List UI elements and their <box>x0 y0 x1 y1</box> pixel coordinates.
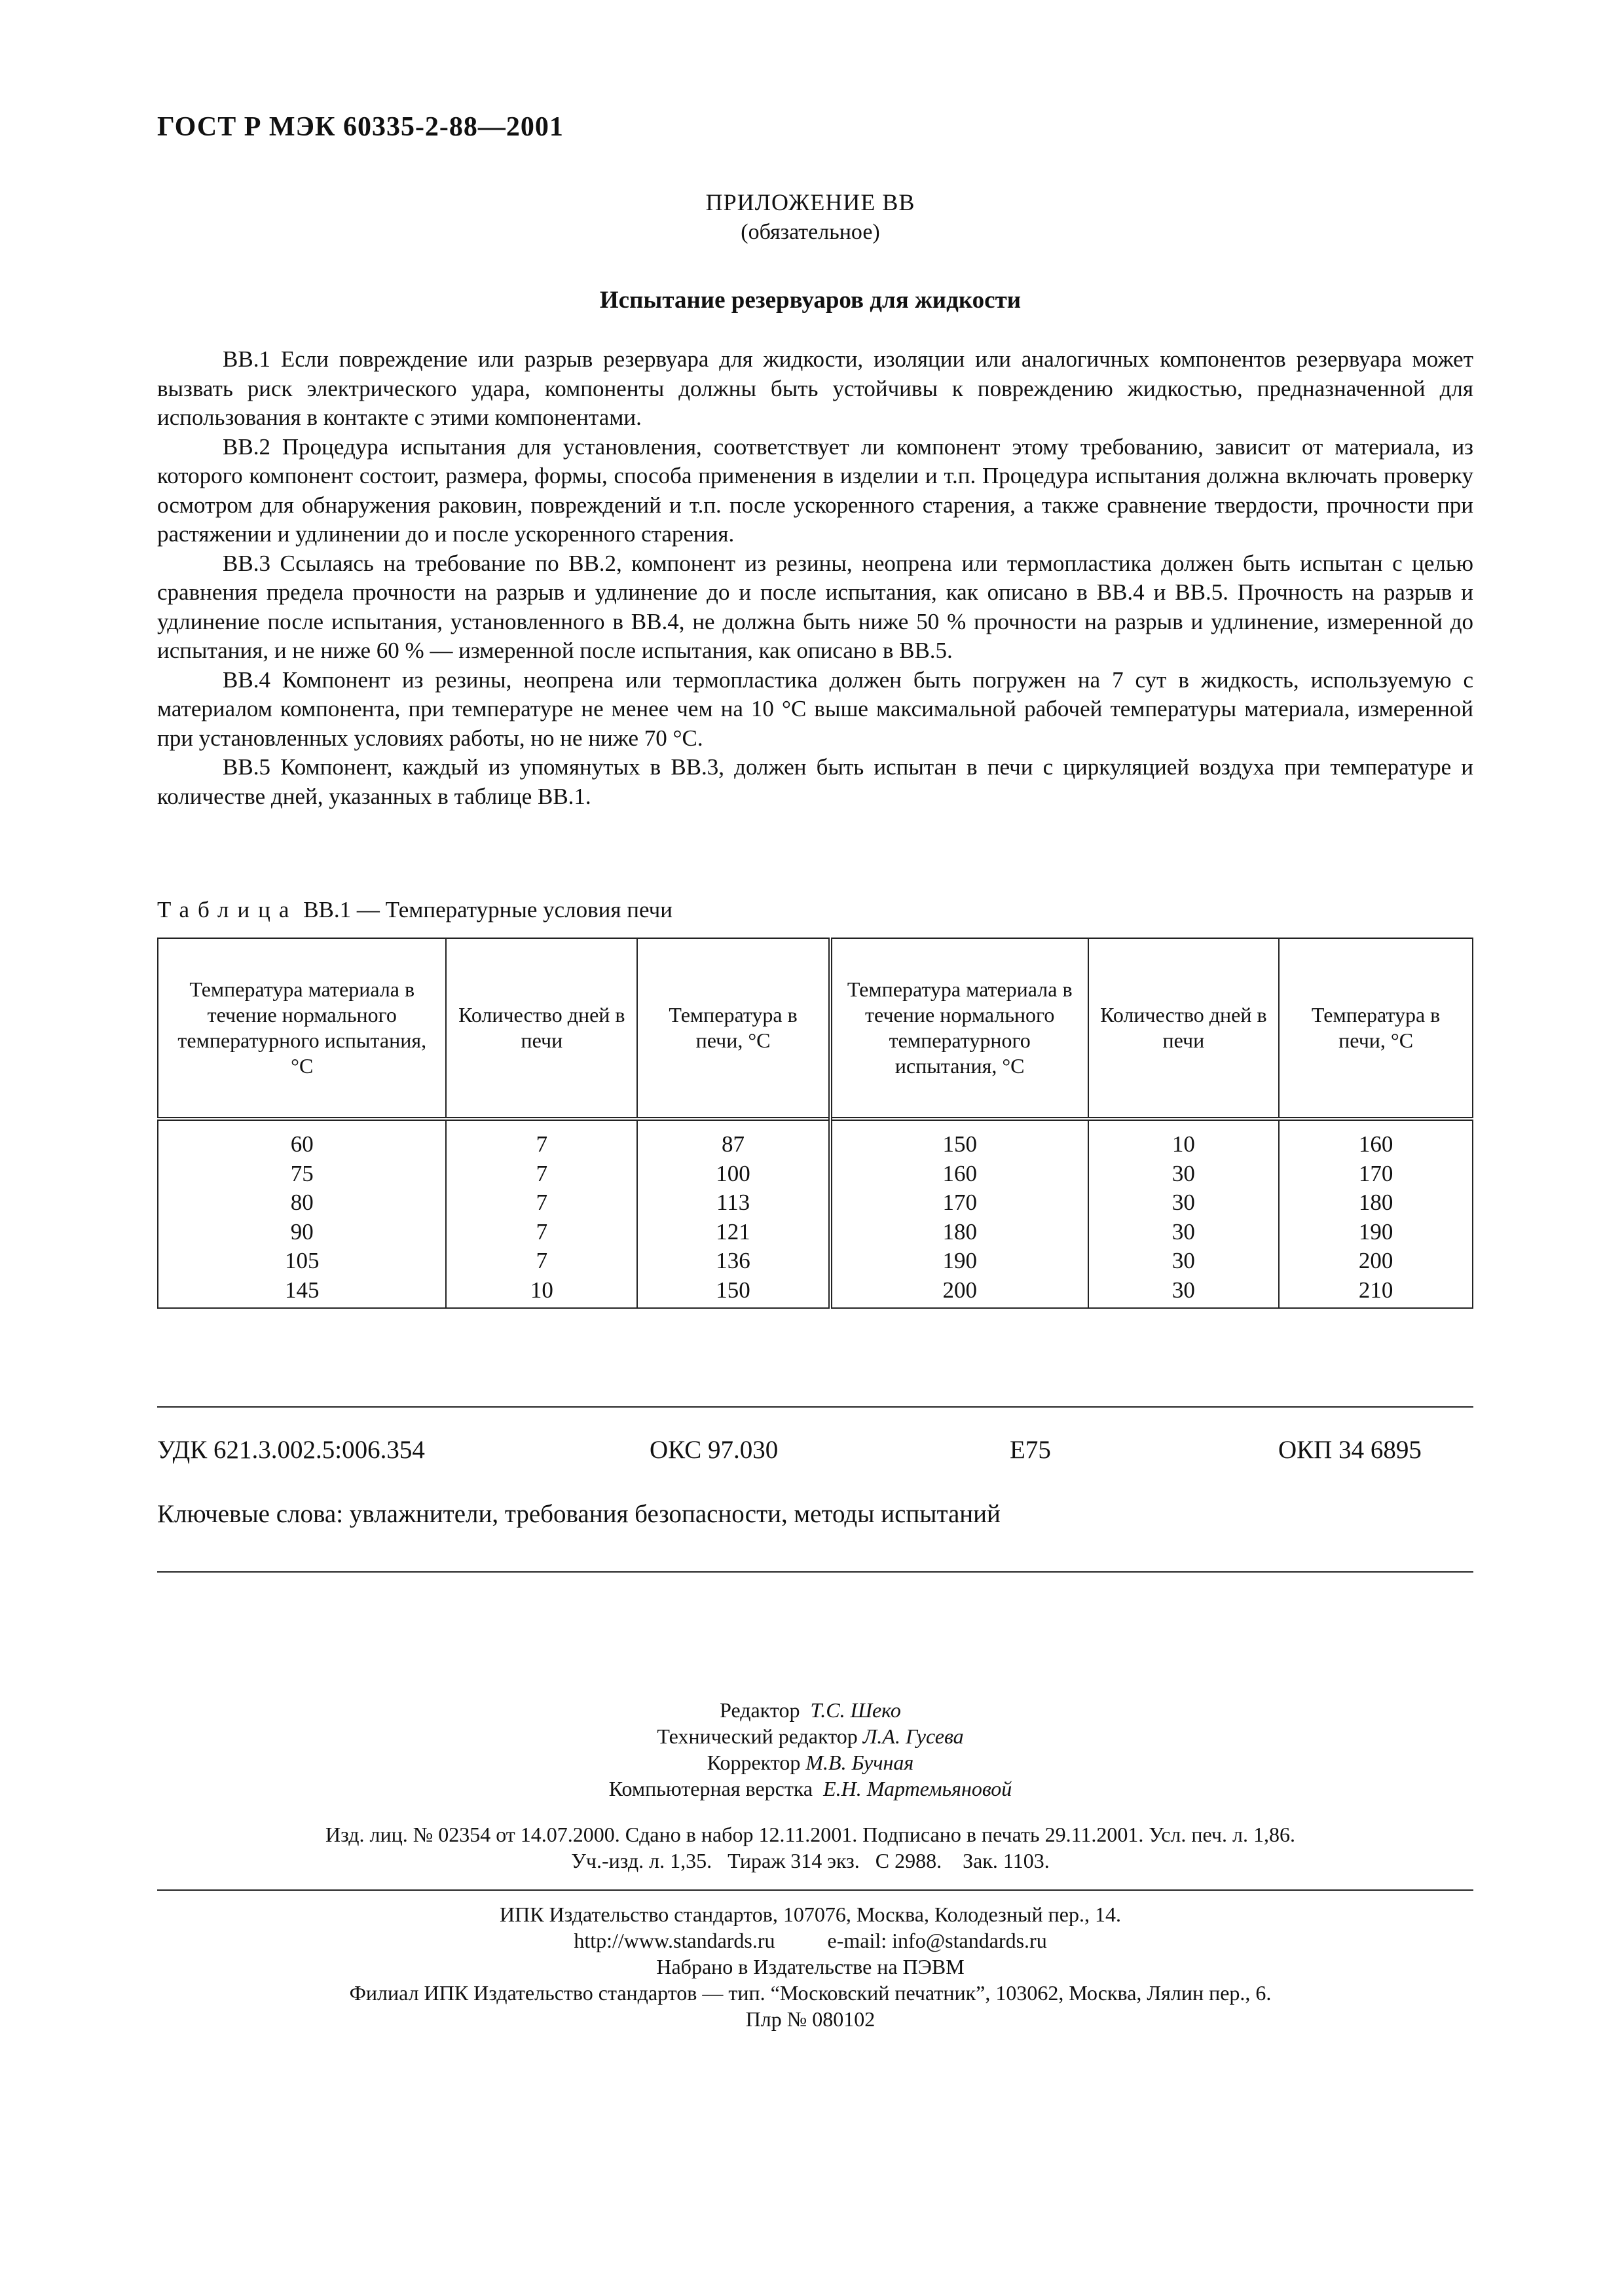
body-text <box>157 345 1473 811</box>
table-cell: 60 <box>158 1119 446 1159</box>
credit-proofreader <box>157 1749 1464 1776</box>
imprint-line-2: Уч.-изд. л. 1,35. Тираж 314 экз. С 2988. Зак. 1103. <box>571 1849 1050 1872</box>
udk-code: УДК 621.3.002.5:006.354 <box>157 1436 425 1464</box>
publisher-contacts <box>157 1927 1464 1954</box>
credit-role: Компьютерная верстка <box>608 1777 813 1800</box>
table-caption-text: ВВ.1 — Температурные условия печи <box>303 897 673 922</box>
table-cell: 160 <box>1279 1119 1473 1159</box>
okp-code: ОКП 34 6895 <box>1278 1436 1422 1464</box>
section-title: Испытание резервуаров для жидкости <box>599 287 1022 314</box>
table-cell: 7 <box>446 1119 637 1159</box>
credit-name: М.В. Бучная <box>805 1751 914 1774</box>
paragraph-bb4: ВВ.4 Компонент из резины, неопрена или термопластика должен быть погружен на 7 сут в жидкость, используемую с материалом компонента, при температуре не менее чем на 10 °С выше максимальной рабочей температуры материала, измеренной при установленных условиях работы, но не ниже 70 °С. <box>157 666 1473 751</box>
table-row <box>158 1218 1473 1247</box>
publisher-line-3: Набрано в Издательстве на ПЭВМ <box>656 1955 965 1978</box>
e-code: Е75 <box>1010 1436 1051 1464</box>
table-cell: 113 <box>637 1188 830 1218</box>
publisher-line-1: ИПК Издательство стандартов, 107076, Москва, Колодезный пер., 14. <box>500 1903 1121 1926</box>
table-row <box>158 1247 1473 1276</box>
table-cell: 121 <box>637 1218 830 1247</box>
header-oven-temp-2: Температура в печи, °С <box>1279 938 1473 1119</box>
table-cell: 190 <box>830 1247 1088 1276</box>
table-cell: 7 <box>446 1188 637 1218</box>
table-cell: 30 <box>1088 1188 1280 1218</box>
credit-role: Редактор <box>720 1698 800 1722</box>
document-page <box>157 0 1473 2296</box>
table-cell: 10 <box>446 1276 637 1309</box>
table-cell: 170 <box>830 1188 1088 1218</box>
credit-tech-editor <box>157 1723 1464 1749</box>
table-cell: 180 <box>1279 1188 1473 1218</box>
credit-editor <box>157 1697 1464 1723</box>
credits <box>157 1697 1464 1802</box>
divider-top <box>157 1406 1473 1408</box>
credit-role: Технический редактор <box>657 1724 858 1748</box>
table-cell: 7 <box>446 1218 637 1247</box>
table-cell: 170 <box>1279 1159 1473 1189</box>
table-cell: 7 <box>446 1247 637 1276</box>
oven-temperature-table <box>157 938 1473 1309</box>
header-days-2: Количество дней в печи <box>1088 938 1280 1119</box>
table-cell: 210 <box>1279 1276 1473 1309</box>
table-cell: 105 <box>158 1247 446 1276</box>
publisher-website: http://www.standards.ru <box>574 1929 775 1952</box>
divider-imprint <box>157 1889 1473 1891</box>
table-cell: 10 <box>1088 1119 1280 1159</box>
oks-code: ОКС 97.030 <box>650 1436 779 1464</box>
table-row <box>158 1119 1473 1159</box>
standard-code-header: ГОСТ Р МЭК 60335-2-88—2001 <box>157 112 564 142</box>
table-cell: 145 <box>158 1276 446 1309</box>
table-cell: 75 <box>158 1159 446 1189</box>
table-header-row <box>158 938 1473 1119</box>
table-cell: 160 <box>830 1159 1088 1189</box>
table-caption-label: Таблица <box>157 897 298 922</box>
credit-name: Т.С. Шеко <box>810 1698 901 1722</box>
table-cell: 200 <box>1279 1247 1473 1276</box>
table-cell: 90 <box>158 1218 446 1247</box>
table-cell: 180 <box>830 1218 1088 1247</box>
imprint <box>157 1821 1464 1874</box>
table-cell: 200 <box>830 1276 1088 1309</box>
paragraph-bb3: ВВ.3 Ссылаясь на требование по ВВ.2, компонент из резины, неопрена или термопластика должен быть испытан с целью сравнения предела прочности на разрыв и удлинение до и после испытания, как описано в ВВ.4 и ВВ.5. Прочность на разрыв и удлинение после испытания, установленного в ВВ.4, не должна быть ниже 50 % прочности на разрыв и удлинение, измеренной до испытания, и не ниже 60 % — измеренной после испытания, как описано в ВВ.5. <box>157 550 1473 663</box>
table-cell: 136 <box>637 1247 830 1276</box>
table-cell: 100 <box>637 1159 830 1189</box>
paragraph-bb5: ВВ.5 Компонент, каждый из упомянутых в ВВ.3, должен быть испытан в печи с циркуляцией воздуха при температуре и количестве дней, указанных в таблице ВВ.1. <box>157 754 1473 809</box>
table-cell: 30 <box>1088 1159 1280 1189</box>
header-material-temp-2: Температура материала в течение нормального температурного испытания, °С <box>830 938 1088 1119</box>
keywords: Ключевые слова: увлажнители, требования безопасности, методы испытаний <box>157 1500 1001 1528</box>
publisher-info <box>157 1901 1464 2032</box>
divider-keywords <box>157 1571 1473 1573</box>
annex-status: (обязательное) <box>741 220 880 244</box>
table-cell: 87 <box>637 1119 830 1159</box>
paragraph-bb1: ВВ.1 Если повреждение или разрыв резервуара для жидкости, изоляции или аналогичных компонентов резервуара может вызвать риск электрического удара, компоненты должны быть устойчивы к повреждению жидкостью, предназначенной для использования в контакте с этими компонентами. <box>157 346 1473 430</box>
table-cell: 150 <box>637 1276 830 1309</box>
table-cell: 30 <box>1088 1276 1280 1309</box>
table-row <box>158 1188 1473 1218</box>
header-material-temp-1: Температура материала в течение нормального температурного испытания, °С <box>158 938 446 1119</box>
header-days-1: Количество дней в печи <box>446 938 637 1119</box>
paragraph-bb2: ВВ.2 Процедура испытания для установления, соответствует ли компонент этому требованию, зависит от материала, из которого компонент состоит, размера, формы, способа применения в изделии и т.п. Процедура испытания должна включать проверку осмотром для обнаружения раковин, повреждений и т.п. после ускоренного старения, а также сравнение твердости, прочности при растяжении и удлинении до и после ускоренного старения. <box>157 433 1473 547</box>
credit-name: Л.А. Гусева <box>862 1724 964 1748</box>
table-row <box>158 1159 1473 1189</box>
table-cell: 30 <box>1088 1247 1280 1276</box>
table-caption <box>157 897 673 923</box>
table-cell: 7 <box>446 1159 637 1189</box>
header-oven-temp-1: Температура в печи, °С <box>637 938 830 1119</box>
table-row <box>158 1276 1473 1309</box>
annex-title: ПРИЛОЖЕНИЕ ВВ <box>705 189 915 215</box>
table-cell: 150 <box>830 1119 1088 1159</box>
credit-layout <box>157 1776 1464 1802</box>
table-cell: 190 <box>1279 1218 1473 1247</box>
publisher-email: e-mail: info@standards.ru <box>827 1929 1047 1952</box>
imprint-line-1: Изд. лиц. № 02354 от 14.07.2000. Сдано в набор 12.11.2001. Подписано в печать 29.11.2001. Усл. печ. л. 1,86. <box>325 1823 1295 1846</box>
credit-role: Корректор <box>707 1751 801 1774</box>
credit-name: Е.Н. Мартемьяновой <box>823 1777 1012 1800</box>
table-cell: 80 <box>158 1188 446 1218</box>
publisher-line-5: Плр № 080102 <box>745 2007 876 2031</box>
table-cell: 30 <box>1088 1218 1280 1247</box>
publisher-line-4: Филиал ИПК Издательство стандартов — тип. “Московский печатник”, 103062, Москва, Лялин пер., 6. <box>349 1981 1272 2005</box>
